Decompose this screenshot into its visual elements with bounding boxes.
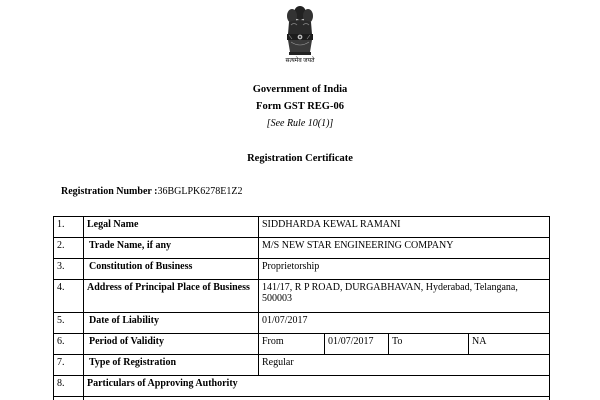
row-number: 3. — [54, 259, 84, 280]
certificate-table — [53, 216, 550, 400]
row-value: 141/17, R P ROAD, DURGABHAVAN, Hyderabad, Telangana, 500003 — [259, 280, 550, 313]
table-row — [54, 217, 550, 238]
registration-number-value: 36BGLPK6278E1Z2 — [157, 186, 243, 197]
validity-to-value: NA — [469, 334, 550, 355]
row-number: 7. — [54, 355, 84, 376]
row-label: Date of Liability — [84, 313, 259, 334]
table-row — [54, 238, 550, 259]
row-number: 8. — [54, 376, 84, 397]
row-value: 01/07/2017 — [259, 313, 550, 334]
certificate-title: Registration Certificate — [247, 153, 353, 164]
emblem-motto: सत्यमेव जयते — [285, 58, 315, 64]
row-number: 6. — [54, 334, 84, 355]
row-number — [54, 397, 84, 400]
row-value: Regular — [259, 355, 550, 376]
table-row — [54, 334, 550, 355]
table-row — [54, 355, 550, 376]
row-label: Particulars of Approving Authority — [84, 376, 550, 397]
row-value: M/S NEW STAR ENGINEERING COMPANY — [259, 238, 550, 259]
row-value — [84, 397, 550, 400]
rule-reference: [See Rule 10(1)] — [266, 118, 334, 129]
row-label: Legal Name — [84, 217, 259, 238]
form-title: Form GST REG-06 — [256, 101, 344, 112]
registration-number-label: Registration Number : — [61, 186, 158, 197]
row-value: Proprietorship — [259, 259, 550, 280]
row-label: Trade Name, if any — [84, 238, 259, 259]
row-number: 5. — [54, 313, 84, 334]
table-row — [54, 259, 550, 280]
table-row — [54, 397, 550, 400]
table-row — [54, 280, 550, 313]
row-label: Type of Registration — [84, 355, 259, 376]
validity-from-value: 01/07/2017 — [325, 334, 389, 355]
validity-to-label: To — [389, 334, 469, 355]
row-label: Period of Validity — [84, 334, 259, 355]
national-emblem-icon — [279, 4, 321, 66]
table-row — [54, 313, 550, 334]
row-label: Address of Principal Place of Business — [84, 280, 259, 313]
row-number: 2. — [54, 238, 84, 259]
row-number: 1. — [54, 217, 84, 238]
row-label: Constitution of Business — [84, 259, 259, 280]
row-value: SIDDHARDA KEWAL RAMANI — [259, 217, 550, 238]
registration-number — [61, 186, 242, 198]
table-row — [54, 376, 550, 397]
row-number: 4. — [54, 280, 84, 313]
validity-from-label: From — [259, 334, 325, 355]
government-heading: Government of India — [252, 84, 348, 95]
